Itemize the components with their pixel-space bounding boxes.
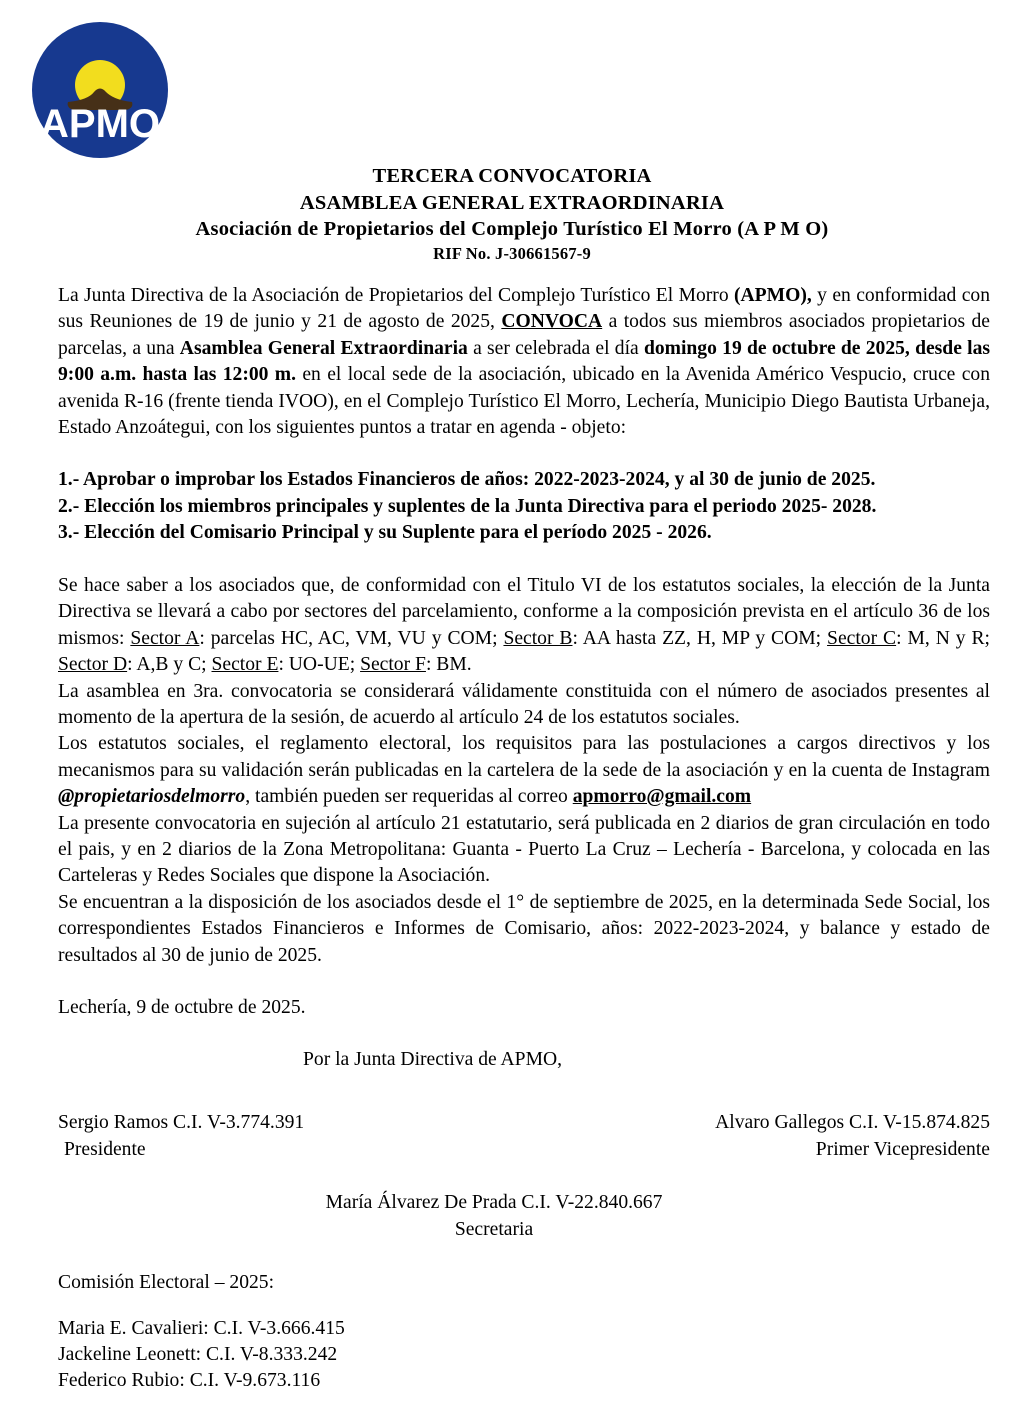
sector-c-label: Sector C bbox=[827, 627, 897, 649]
president-role: Presidente bbox=[64, 1139, 146, 1161]
signature-row-top bbox=[58, 1109, 990, 1163]
header-line-convocatoria: TERCERA CONVOCATORIA bbox=[372, 165, 652, 187]
spacer bbox=[58, 969, 990, 995]
signature-vicepresident bbox=[715, 1109, 990, 1163]
header-line-asamblea: ASAMBLEA GENERAL EXTRAORDINARIA bbox=[299, 191, 725, 214]
agenda-item-1: 1.- Aprobar o improbar los Estados Financieros de años: 2022-2023-2024, y al 30 de junio de 2025. bbox=[58, 469, 876, 491]
agenda-item-2: 2.- Elección los miembros principales y suplentes de la Junta Directiva para el periodo 2025- 2028. bbox=[58, 495, 877, 517]
byline: Por la Junta Directiva de APMO, bbox=[303, 1049, 563, 1071]
apmo-logo bbox=[30, 20, 170, 160]
vicepresident-role: Primer Vicepresidente bbox=[815, 1139, 990, 1161]
document-header bbox=[0, 163, 1024, 264]
vicepresident-name: Alvaro Gallegos C.I. V-15.874.825 bbox=[715, 1112, 990, 1134]
spacer bbox=[58, 1073, 990, 1099]
signature-secretary bbox=[58, 1189, 990, 1243]
spacer bbox=[58, 1243, 990, 1269]
sectors-text-intro: Se hace saber a los asociados que, de conformidad con el Titulo VI de los estatutos sociales, la elección de la Junta Directiva se llevará a cabo por sectores del parcelamiento, conforme a la composición prevista en el artículo 36 de los mismos: bbox=[58, 574, 990, 649]
spacer bbox=[58, 1296, 990, 1316]
signature-president bbox=[58, 1109, 304, 1163]
sector-f-value: : BM. bbox=[425, 654, 472, 676]
intro-convoca: CONVOCA bbox=[501, 311, 603, 333]
header-line-rif: RIF No. J-30661567-9 bbox=[433, 243, 591, 263]
sector-e-label: Sector E bbox=[211, 654, 279, 676]
intro-apmo-bold: (APMO), bbox=[734, 285, 812, 306]
spacer bbox=[58, 1163, 990, 1189]
commission-title: Comisión Electoral – 2025: bbox=[58, 1272, 275, 1294]
publication-paragraph: La presente convocatoria en sujeción al artículo 21 estatutario, será publicada en 2 diarios de gran circulación en todo el pais, y en 2 diarios de la Zona Metropolitana: Guanta - Puerto La Cruz – Lechería - Barcelona, y colocada en las Carteleras y Redes Sociales que dispone la Asociación. bbox=[58, 812, 990, 887]
commission-member-2: Jackeline Leonett: C.I. V-8.333.242 bbox=[58, 1344, 338, 1366]
intro-text-g: a ser celebrada el día bbox=[467, 337, 644, 359]
rules-paragraph bbox=[58, 731, 990, 810]
email-address[interactable]: apmorro@gmail.com bbox=[572, 786, 752, 808]
spacer bbox=[58, 441, 990, 467]
sector-a-value: : parcelas HC, AC, VM, VU y COM; bbox=[199, 627, 504, 649]
intro-text-a: La Junta Directiva de la Asociación de Propietarios del Complejo Turístico El Morro bbox=[58, 285, 734, 306]
apmo-logo-svg bbox=[30, 20, 170, 160]
agenda-item-3: 3.- Elección del Comisario Principal y su Suplente para el período 2025 - 2026. bbox=[58, 522, 712, 544]
sectors-paragraph bbox=[58, 573, 990, 679]
sector-f-label: Sector F bbox=[360, 654, 426, 676]
agenda-list bbox=[58, 467, 990, 547]
sector-d-label: Sector D bbox=[58, 654, 128, 676]
header-line-asociacion: Asociación de Propietarios del Complejo Turístico El Morro (A P M O) bbox=[195, 218, 829, 241]
sector-d-value: : A,B y C; bbox=[127, 654, 212, 676]
sector-e-value: : UO-UE; bbox=[278, 654, 361, 676]
commission-member-3: Federico Rubio: C.I. V-9.673.116 bbox=[58, 1370, 321, 1392]
quorum-paragraph: La asamblea en 3ra. convocatoria se considerará válidamente constituida con el número de asociados presentes al momento de la apertura de la sesión, de acuerdo al artículo 24 de los estatutos sociales. bbox=[58, 680, 990, 728]
logo-text: APMO bbox=[40, 102, 160, 146]
place-and-date: Lechería, 9 de octubre de 2025. bbox=[58, 997, 306, 1019]
intro-text-e: a todos sus miembros asociados propietarios de parcelas, a una bbox=[58, 311, 990, 359]
commission-member-1: Maria E. Cavalieri: C.I. V-3.666.415 bbox=[58, 1318, 345, 1340]
president-name: Sergio Ramos C.I. V-3.774.391 bbox=[58, 1112, 305, 1134]
sector-a-label: Sector A bbox=[130, 627, 200, 649]
spacer bbox=[58, 1099, 990, 1109]
rules-text-b: , también pueden ser requeridas al correo bbox=[245, 786, 573, 808]
sector-b-value: : AA hasta ZZ, H, MP y COM; bbox=[572, 627, 828, 649]
intro-asamblea-bold: Asamblea General Extraordinaria bbox=[179, 337, 468, 359]
sector-b-label: Sector B bbox=[503, 627, 573, 649]
instagram-handle[interactable]: @propietariosdelmorro bbox=[58, 786, 246, 808]
secretary-role: Secretaria bbox=[454, 1219, 534, 1241]
spacer bbox=[58, 547, 990, 573]
spacer bbox=[58, 1021, 990, 1047]
rules-text-a: Los estatutos sociales, el reglamento electoral, los requisitos para las postulaciones a cargos directivos y los mecanismos para su validación serán publicadas en la cartelera de la sede de la asociación y en la cuenta de Instagram bbox=[58, 733, 990, 781]
intro-text-c: y en conformidad con sus Reuniones de 19 de junio y 21 de agosto de 2025, bbox=[58, 285, 990, 333]
availability-paragraph: Se encuentran a la disposición de los asociados desde el 1° de septiembre de 2025, en la determinada Sede Social, los correspondientes Estados Financieros e Informes de Comisario, años: 2022-2023-2024, y balance y estado de resultados al 30 de junio de 2025. bbox=[58, 891, 990, 966]
intro-text-i: en el local sede de la asociación, ubicado en la Avenida Américo Vespucio, cruce con avenida R-16 (frente tienda IVOO), en el Complejo Turístico El Morro, Lechería, Municipio Diego Bautista Urbaneja, Estado Anzoátegui, con los siguientes puntos a tratar en agenda - objeto: bbox=[58, 364, 991, 439]
commission-members-list bbox=[58, 1316, 990, 1394]
secretary-name: María Álvarez De Prada C.I. V-22.840.667 bbox=[325, 1192, 663, 1214]
sector-c-value: : M, N y R; bbox=[896, 627, 990, 649]
intro-date-bold: domingo 19 de octubre de 2025, desde las 9:00 a.m. hasta las 12:00 m. bbox=[58, 337, 990, 386]
document-body bbox=[58, 283, 990, 1394]
intro-paragraph bbox=[58, 283, 990, 441]
